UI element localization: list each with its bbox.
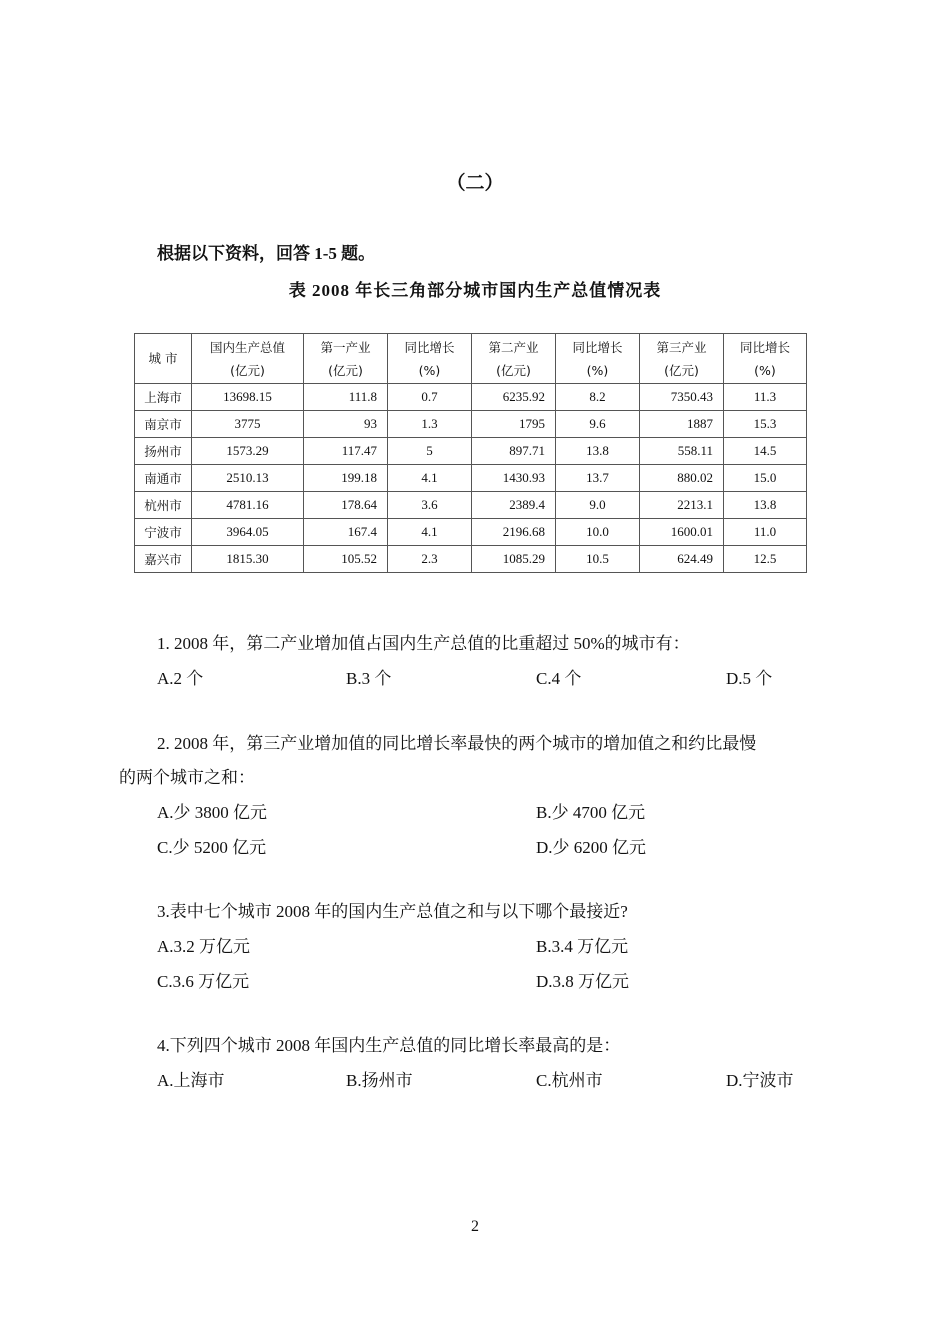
table-header-cell	[192, 334, 304, 384]
table-header-label: 城 市	[148, 351, 178, 366]
question-2-option-a: A.少 3800 亿元	[157, 803, 268, 822]
table-header-label: 第二产业	[488, 339, 539, 355]
table-row	[135, 492, 807, 519]
table-cell: 1600.01	[640, 519, 724, 546]
table-cell: 9.6	[556, 411, 640, 438]
question-3-option-c: C.3.6 万亿元	[157, 972, 250, 991]
table-cell: 880.02	[640, 465, 724, 492]
table-header-label: 同比增长	[404, 339, 455, 355]
table-cell: 3.6	[388, 492, 472, 519]
question-3-text: 3.表中七个城市 2008 年的国内生产总值之和与以下哪个最接近?	[157, 902, 628, 921]
table-city-cell: 杭州市	[135, 492, 192, 519]
question-4-option-d: D.宁波市	[726, 1071, 794, 1090]
table-header-cell	[556, 334, 640, 384]
question-4-text: 4.下列四个城市 2008 年国内生产总值的同比增长率最高的是：	[157, 1036, 621, 1055]
table-cell: 12.5	[724, 546, 807, 573]
question-4-option-a: A.上海市	[157, 1071, 225, 1090]
table-header-unit: (亿元)	[230, 362, 265, 378]
table-cell: 13698.15	[192, 384, 304, 411]
table-city-cell: 嘉兴市	[135, 546, 192, 573]
table-cell: 7350.43	[640, 384, 724, 411]
question-4-option-c: C.杭州市	[536, 1071, 603, 1090]
table-cell: 4.1	[388, 465, 472, 492]
table-cell: 5	[388, 438, 472, 465]
table-city-cell: 扬州市	[135, 438, 192, 465]
table-header-label: 同比增长	[739, 339, 790, 355]
table-header-row	[135, 334, 807, 384]
question-1-text: 1. 2008 年，第二产业增加值占国内生产总值的比重超过 50%的城市有：	[157, 634, 690, 653]
table-cell: 4781.16	[192, 492, 304, 519]
table-header-label: 同比增长	[572, 339, 623, 355]
table-cell: 0.7	[388, 384, 472, 411]
table-cell: 1085.29	[472, 546, 556, 573]
section-heading: （二）	[446, 173, 504, 194]
table-cell: 15.0	[724, 465, 807, 492]
table-cell: 2196.68	[472, 519, 556, 546]
table-cell: 558.11	[640, 438, 724, 465]
table-cell: 10.0	[556, 519, 640, 546]
table-cell: 11.3	[724, 384, 807, 411]
table-cell: 3775	[192, 411, 304, 438]
table-header-cell	[388, 334, 472, 384]
table-cell: 105.52	[304, 546, 388, 573]
question-3-option-a: A.3.2 万亿元	[157, 937, 251, 956]
instruction-text: 根据以下资料，回答 1-5 题。	[157, 244, 376, 263]
table-cell: 117.47	[304, 438, 388, 465]
table-cell: 10.5	[556, 546, 640, 573]
table-row	[135, 411, 807, 438]
table-cell: 178.64	[304, 492, 388, 519]
question-1-option-d: D.5 个	[726, 669, 773, 688]
table-header-unit: (%)	[418, 362, 441, 378]
table-cell: 1815.30	[192, 546, 304, 573]
table-row	[135, 384, 807, 411]
table-cell: 3964.05	[192, 519, 304, 546]
table-cell: 1573.29	[192, 438, 304, 465]
table-header-cell	[472, 334, 556, 384]
table-header-unit: (%)	[754, 362, 776, 378]
table-row	[135, 465, 807, 492]
table-cell: 111.8	[304, 384, 388, 411]
table-cell: 2213.1	[640, 492, 724, 519]
table-cell: 13.7	[556, 465, 640, 492]
table-body	[135, 384, 807, 573]
question-1-option-a: A.2 个	[157, 669, 204, 688]
table-cell: 2389.4	[472, 492, 556, 519]
table-header-cell	[724, 334, 807, 384]
question-2-option-c: C.少 5200 亿元	[157, 838, 267, 857]
table-cell: 624.49	[640, 546, 724, 573]
table-cell: 2510.13	[192, 465, 304, 492]
question-2-option-b: B.少 4700 亿元	[536, 803, 646, 822]
table-cell: 4.1	[388, 519, 472, 546]
table-cell: 897.71	[472, 438, 556, 465]
table-header-label: 第一产业	[320, 339, 371, 355]
question-4-option-b: B.扬州市	[346, 1071, 413, 1090]
page-number: 2	[471, 1218, 479, 1235]
gdp-table	[134, 333, 807, 573]
table-header-unit: (亿元)	[496, 362, 531, 378]
table-header-unit: (亿元)	[664, 362, 699, 378]
question-2-text-line1: 2. 2008 年，第三产业增加值的同比增长率最快的两个城市的增加值之和约比最慢	[157, 734, 757, 753]
table-header-cell	[304, 334, 388, 384]
table-cell: 199.18	[304, 465, 388, 492]
table-row	[135, 546, 807, 573]
table-cell: 13.8	[556, 438, 640, 465]
table-cell: 2.3	[388, 546, 472, 573]
table-cell: 8.2	[556, 384, 640, 411]
table-city-cell: 宁波市	[135, 519, 192, 546]
question-2-option-d: D.少 6200 亿元	[536, 838, 647, 857]
table-cell: 93	[304, 411, 388, 438]
table-header-cell	[640, 334, 724, 384]
table-cell: 14.5	[724, 438, 807, 465]
question-1-option-b: B.3 个	[346, 669, 392, 688]
table-cell: 6235.92	[472, 384, 556, 411]
table-city-cell: 上海市	[135, 384, 192, 411]
table-header-unit: (%)	[586, 362, 609, 378]
question-2-text-line2: 的两个城市之和：	[119, 768, 255, 787]
table-cell: 11.0	[724, 519, 807, 546]
table-cell: 1430.93	[472, 465, 556, 492]
table-row	[135, 438, 807, 465]
table-row	[135, 519, 807, 546]
table-header-label: 第三产业	[656, 339, 707, 355]
table-cell: 167.4	[304, 519, 388, 546]
table-title: 表 2008 年长三角部分城市国内生产总值情况表	[288, 281, 662, 300]
question-3-option-b: B.3.4 万亿元	[536, 937, 629, 956]
table-cell: 1887	[640, 411, 724, 438]
table-cell: 9.0	[556, 492, 640, 519]
table-cell: 1.3	[388, 411, 472, 438]
table-cell: 13.8	[724, 492, 807, 519]
table-city-cell: 南京市	[135, 411, 192, 438]
table-header-label: 国内生产总值	[209, 339, 285, 355]
table-cell: 15.3	[724, 411, 807, 438]
question-1-option-c: C.4 个	[536, 669, 582, 688]
question-3-option-d: D.3.8 万亿元	[536, 972, 630, 991]
table-header-unit: (亿元)	[328, 362, 363, 378]
table-header-cell	[135, 334, 192, 384]
table-cell: 1795	[472, 411, 556, 438]
table-city-cell: 南通市	[135, 465, 192, 492]
